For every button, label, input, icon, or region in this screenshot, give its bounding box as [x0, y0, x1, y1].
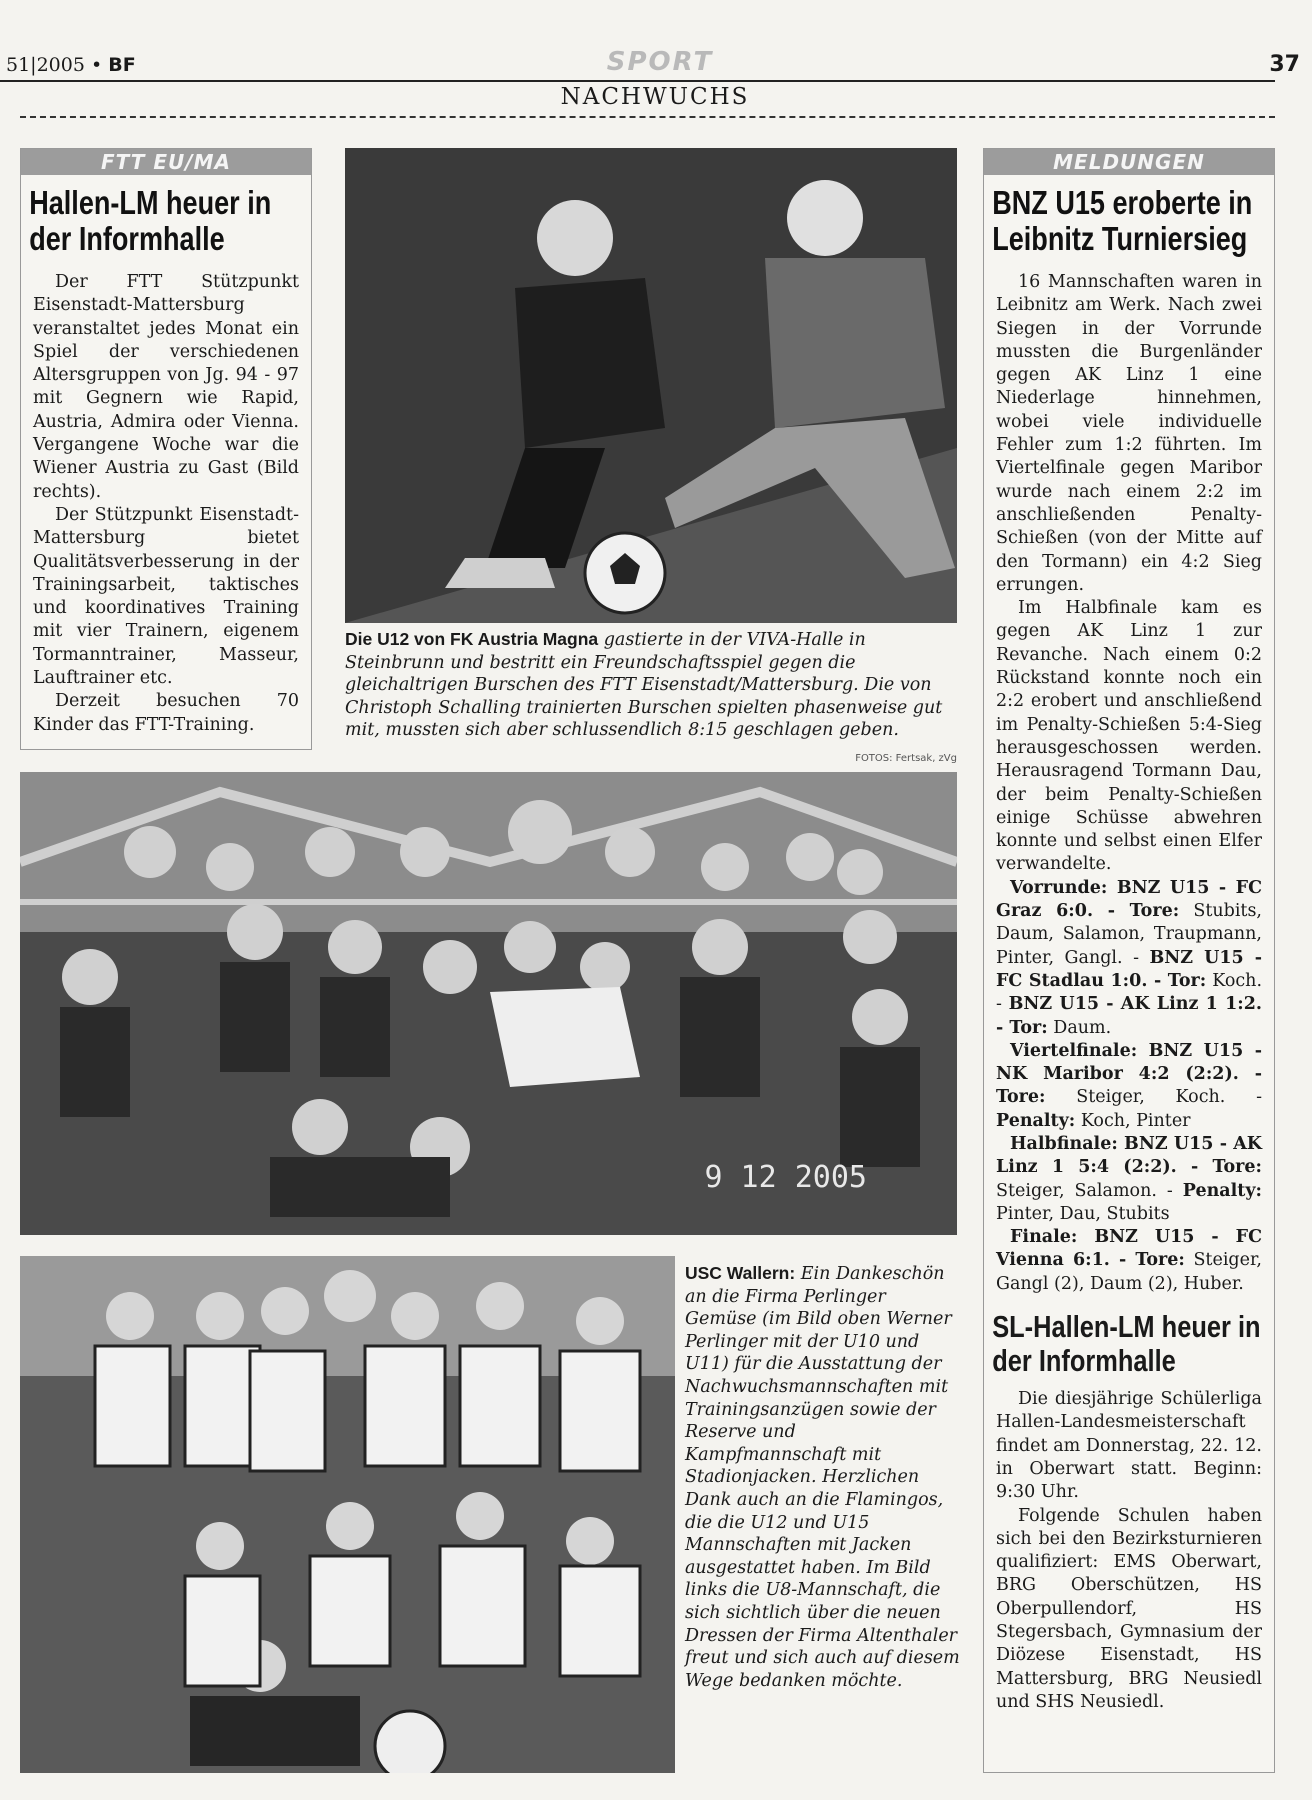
left-article-headline: Hallen-LM heuer in der Informhalle	[29, 184, 272, 257]
group-photo	[20, 772, 957, 1235]
photo-credit: FOTOS: Fertsak, zVg	[855, 752, 957, 764]
right-article	[983, 148, 1275, 1773]
right-sub-headline: SL-Hallen-LM heuer in der Informhalle	[992, 1309, 1261, 1379]
team-photo	[20, 1256, 675, 1773]
section-title: SPORT	[606, 47, 714, 77]
action-photo-caption	[345, 628, 957, 764]
header-dashed-rule	[20, 116, 1275, 118]
paragraph: 16 Mannschaften waren in Leibnitz am Werk. Nach zwei Siegen in der Vorrunde mussten die Burgenländer gegen AK Linz 1 eine Niederlage hinnehmen, wobei viele individuelle Fehler zum 1:2 führten. Im Viertelfinale gegen Maribor wurde nach einem 2:2 im anschließenden Penalty-Schießen (von der Mitte auf den Tormann) ein 4:2 Sieg errungen.	[996, 272, 1262, 595]
right-article-kicker: MELDUNGEN	[984, 149, 1274, 175]
action-photo-image	[345, 148, 957, 623]
paragraph: Derzeit besuchen 70 Kinder das FTT-Training.	[33, 691, 299, 735]
team-photo-image	[20, 1256, 675, 1773]
right-article-body	[984, 257, 1274, 1296]
right-sub-body	[984, 1388, 1274, 1714]
caption-lead: Die U12 von FK Austria Magna	[345, 629, 599, 649]
paragraph: Die diesjährige Schülerliga Hallen-Landesmeisterschaft findet am Donnerstag, 22. 12. in Oberwart statt. Beginn: 9:30 Uhr.	[996, 1389, 1262, 1503]
paragraph: Folgende Schulen haben sich bei den Bezirksturnieren qualifiziert: EMS Oberwart, BRG Oberschützen, HS Oberpullendorf, HS Stegersbach, Gymnasium der Diözese Eisenstadt, HS Mattersburg, BRG Neusiedl und SHS Neusiedl.	[996, 1505, 1262, 1712]
paper-name: BF	[108, 54, 136, 76]
paragraph: Der FTT Stützpunkt Eisenstadt-Mattersburg veranstaltet jedes Monat ein Spiel der verschiedenen Altersgruppen von Jg. 94 - 97 mit Gegnern wie Rapid, Austria, Admira oder Vienna. Vergangene Woche war die Wiener Austria zu Gast (Bild rechts).	[33, 272, 299, 502]
header-rule	[0, 80, 1275, 82]
issue-number: 51|2005 •	[6, 54, 103, 76]
page-number: 37	[1269, 52, 1300, 77]
paragraph: Der Stützpunkt Eisenstadt-Mattersburg bietet Qualitätsverbesserung in der Trainingsarbeit, taktisches und koordinatives Training mit vier Trainern, eigenem Tormanntrainer, Masseur, Lauftrainer etc.	[33, 504, 299, 689]
caption-text: gastierte in der VIVA-Halle in Steinbrunn und bestritt ein Freundschaftsspiel gegen die gleichaltrigen Burschen des FTT Eisenstadt/Mattersburg. Die von Christoph Schalling trainierten Burschen spielten phasenweise gut mit, mussten sich aber schlussendlich 8:15 geschlagen geben.	[345, 630, 943, 741]
caption-text: Ein Dankeschön an die Firma Perlinger Gemüse (im Bild oben Werner Perlinger mit der U10 und U11) für die Ausstattung der Nachwuchsmannschaften mit Trainingsanzügen sowie der Reserve und Kampfmannschaft mit Stadionjacken. Herzlichen Dank auch an die Flamingos, die die U12 und U15 Mannschaften mit Jacken ausgestattet haben. Im Bild links die U8-Mannschaft, die sich sichtlich über die neuen Dressen der Firma Altenthaler freut und sich auch auf diesem Wege bedanken möchte.	[685, 1264, 960, 1691]
result-line: Finale: BNZ U15 - FC Vienna 6:1. - Tore: Steiger, Gangl (2), Daum (2), Huber.	[996, 1227, 1262, 1294]
right-article-headline: BNZ U15 eroberte in Leibnitz Turniersieg	[992, 184, 1253, 257]
left-article-kicker: FTT EU/MA	[21, 149, 311, 175]
issue-label	[6, 54, 136, 76]
result-line: Vorrunde: BNZ U15 - FC Graz 6:0. - Tore: Stubits, Daum, Salamon, Traupmann, Pinter, Gangl. - BNZ U15 - FC Stadlau 1:0. - Tor: Koch. - BNZ U15 - AK Linz 1 1:2. - Tor: Daum.	[996, 877, 1263, 1038]
action-photo	[345, 148, 957, 623]
subsection-title: NACHWUCHS	[560, 84, 750, 110]
result-line: Halbfinale: BNZ U15 - AK Linz 1 5:4 (2:2). - Tore: Steiger, Salamon. - Penalty: Pinter, Dau, Stubits	[996, 1133, 1262, 1224]
caption-lead: USC Wallern:	[685, 1263, 796, 1283]
team-photo-caption	[685, 1262, 960, 1772]
left-article-body	[21, 257, 311, 737]
result-line: Viertelfinale: BNZ U15 - NK Maribor 4:2 (2:2). - Tore: Steiger, Koch. - Penalty: Koch, Pinter	[996, 1040, 1262, 1131]
photo-date-stamp: 9 12 2005	[704, 1160, 867, 1195]
paragraph: Im Halbfinale kam es gegen AK Linz 1 zur Revanche. Nach einem 0:2 Rückstand konnte noch ein 2:2 erobert und anschließend im Penalty-Schießen 5:4-Sieg herausgeschossen werden. Herausragend Tormann Dau, der beim Penalty-Schießen einige Schüsse abwehren konnte und selbst einen Elfer verwandelte.	[996, 598, 1262, 875]
left-article	[20, 148, 312, 750]
